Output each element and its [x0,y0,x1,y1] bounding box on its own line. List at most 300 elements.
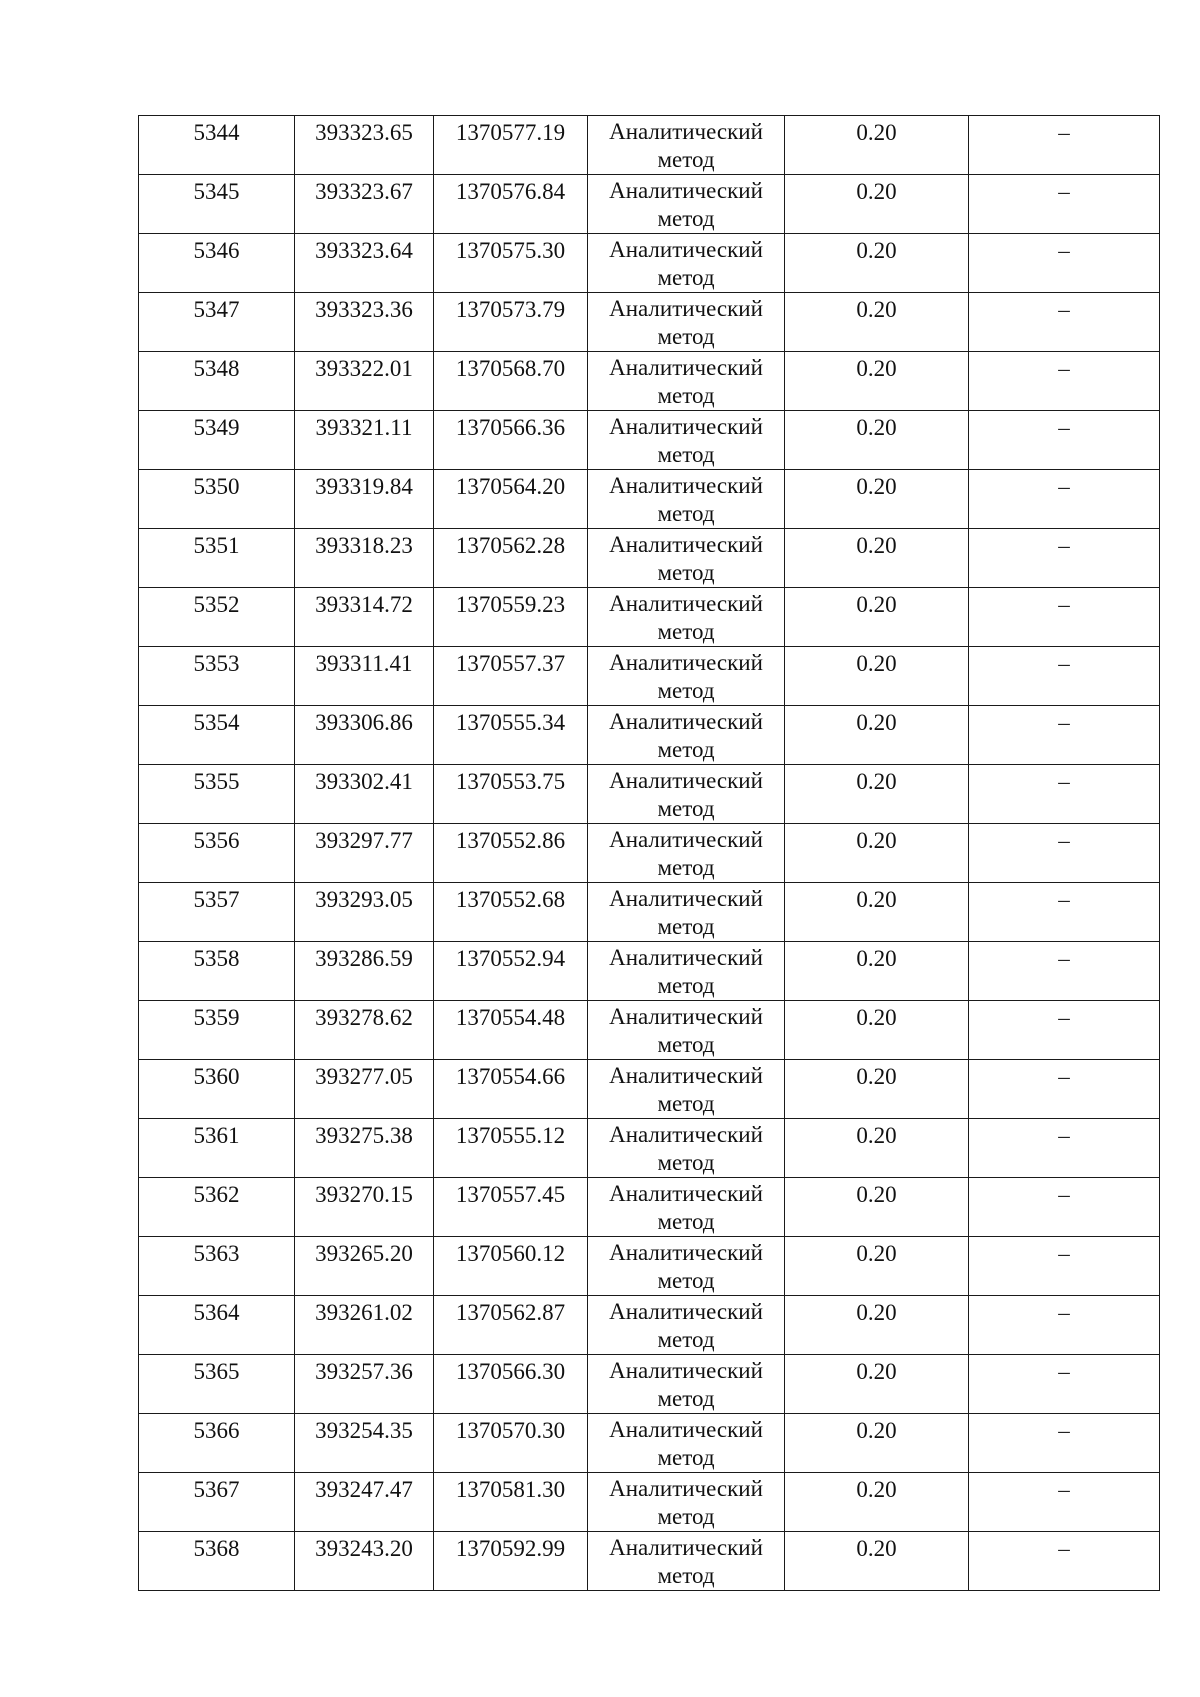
note-cell-text: – [1058,1241,1070,1266]
point-number-cell-text: 5362 [193,1182,240,1207]
note-cell-text: – [1058,533,1070,558]
method-cell-text: Аналитический метод [609,709,763,762]
note-cell-text: – [1058,1359,1070,1384]
note-cell [969,1532,1160,1591]
y-coordinate-cell [434,1414,588,1473]
note-cell-text: – [1058,592,1070,617]
note-cell-text: – [1058,1005,1070,1030]
table-row [139,1178,1160,1237]
note-cell [969,1355,1160,1414]
accuracy-cell [785,1237,969,1296]
point-number-cell-text: 5358 [193,946,240,971]
note-cell-text: – [1058,474,1070,499]
accuracy-cell-text: 0.20 [856,415,897,440]
table-row [139,175,1160,234]
method-cell [588,1355,785,1414]
y-coordinate-cell-text: 1370575.30 [455,238,566,263]
method-cell [588,1237,785,1296]
x-coordinate-cell [295,1414,434,1473]
table-row [139,765,1160,824]
table-row [139,1473,1160,1532]
note-cell [969,116,1160,175]
accuracy-cell [785,234,969,293]
point-number-cell-text: 5368 [193,1536,240,1561]
method-cell-text: Аналитический метод [609,1004,763,1057]
y-coordinate-cell [434,1001,588,1060]
note-cell [969,1119,1160,1178]
accuracy-cell-text: 0.20 [856,120,897,145]
point-number-cell [139,1473,295,1532]
note-cell [969,352,1160,411]
note-cell-text: – [1058,1182,1070,1207]
method-cell [588,824,785,883]
point-number-cell [139,942,295,1001]
point-number-cell-text: 5356 [193,828,240,853]
note-cell-text: – [1058,1300,1070,1325]
method-cell [588,1532,785,1591]
accuracy-cell-text: 0.20 [856,533,897,558]
table-row [139,1237,1160,1296]
accuracy-cell [785,1355,969,1414]
note-cell-text: – [1058,651,1070,676]
y-coordinate-cell-text: 1370552.68 [455,887,566,912]
point-number-cell-text: 5345 [193,179,240,204]
method-cell-text: Аналитический метод [609,532,763,585]
method-cell [588,411,785,470]
note-cell [969,529,1160,588]
accuracy-cell-text: 0.20 [856,651,897,676]
note-cell [969,470,1160,529]
method-cell [588,1178,785,1237]
x-coordinate-cell-text: 393318.23 [315,533,413,558]
y-coordinate-cell [434,470,588,529]
note-cell [969,588,1160,647]
y-coordinate-cell-text: 1370566.30 [455,1359,566,1384]
point-number-cell-text: 5351 [193,533,240,558]
method-cell-text: Аналитический метод [609,1535,763,1588]
accuracy-cell [785,529,969,588]
accuracy-cell-text: 0.20 [856,238,897,263]
note-cell [969,1414,1160,1473]
y-coordinate-cell [434,234,588,293]
point-number-cell-text: 5348 [193,356,240,381]
method-cell-text: Аналитический метод [609,1358,763,1411]
y-coordinate-cell-text: 1370581.30 [455,1477,566,1502]
accuracy-cell-text: 0.20 [856,592,897,617]
x-coordinate-cell-text: 393321.11 [315,415,413,440]
note-cell-text: – [1058,415,1070,440]
accuracy-cell-text: 0.20 [856,1477,897,1502]
table-row [139,411,1160,470]
note-cell-text: – [1058,710,1070,735]
point-number-cell-text: 5367 [193,1477,240,1502]
x-coordinate-cell [295,942,434,1001]
x-coordinate-cell [295,1296,434,1355]
y-coordinate-cell [434,1237,588,1296]
method-cell [588,1060,785,1119]
accuracy-cell-text: 0.20 [856,297,897,322]
point-number-cell [139,1060,295,1119]
note-cell [969,293,1160,352]
y-coordinate-cell [434,175,588,234]
method-cell [588,470,785,529]
point-number-cell [139,411,295,470]
point-number-cell [139,293,295,352]
accuracy-cell-text: 0.20 [856,1359,897,1384]
accuracy-cell-text: 0.20 [856,474,897,499]
accuracy-cell-text: 0.20 [856,179,897,204]
x-coordinate-cell-text: 393323.67 [315,179,413,204]
y-coordinate-cell-text: 1370554.48 [455,1005,566,1030]
x-coordinate-cell [295,588,434,647]
method-cell-text: Аналитический метод [609,178,763,231]
method-cell-text: Аналитический метод [609,886,763,939]
accuracy-cell [785,1119,969,1178]
note-cell-text: – [1058,238,1070,263]
method-cell [588,765,785,824]
x-coordinate-cell [295,765,434,824]
accuracy-cell-text: 0.20 [856,710,897,735]
note-cell-text: – [1058,1123,1070,1148]
x-coordinate-cell-text: 393323.65 [315,120,413,145]
y-coordinate-cell-text: 1370592.99 [455,1536,566,1561]
y-coordinate-cell-text: 1370562.28 [455,533,566,558]
accuracy-cell-text: 0.20 [856,1005,897,1030]
x-coordinate-cell-text: 393311.41 [315,651,413,676]
method-cell [588,352,785,411]
x-coordinate-cell-text: 393302.41 [315,769,413,794]
accuracy-cell-text: 0.20 [856,1241,897,1266]
method-cell-text: Аналитический метод [609,827,763,880]
note-cell [969,1001,1160,1060]
note-cell [969,175,1160,234]
y-coordinate-cell [434,1473,588,1532]
method-cell-text: Аналитический метод [609,1240,763,1293]
x-coordinate-cell [295,883,434,942]
method-cell [588,1473,785,1532]
x-coordinate-cell [295,647,434,706]
table-row [139,1414,1160,1473]
x-coordinate-cell-text: 393293.05 [315,887,413,912]
method-cell [588,1414,785,1473]
x-coordinate-cell [295,1060,434,1119]
table-row [139,1532,1160,1591]
point-number-cell [139,1296,295,1355]
table-row [139,588,1160,647]
x-coordinate-cell-text: 393323.64 [315,238,413,263]
point-number-cell-text: 5349 [193,415,240,440]
y-coordinate-cell [434,1119,588,1178]
method-cell [588,942,785,1001]
point-number-cell-text: 5346 [193,238,240,263]
y-coordinate-cell [434,706,588,765]
point-number-cell [139,1178,295,1237]
y-coordinate-cell-text: 1370570.30 [455,1418,566,1443]
y-coordinate-cell-text: 1370552.86 [455,828,566,853]
y-coordinate-cell-text: 1370555.34 [455,710,566,735]
y-coordinate-cell [434,1355,588,1414]
point-number-cell-text: 5366 [193,1418,240,1443]
table-row [139,470,1160,529]
method-cell-text: Аналитический метод [609,414,763,467]
note-cell-text: – [1058,1064,1070,1089]
method-cell-text: Аналитический метод [609,1417,763,1470]
point-number-cell-text: 5360 [193,1064,240,1089]
method-cell [588,234,785,293]
x-coordinate-cell [295,1237,434,1296]
method-cell-text: Аналитический метод [609,1299,763,1352]
table-row [139,1060,1160,1119]
x-coordinate-cell-text: 393306.86 [315,710,413,735]
x-coordinate-cell [295,1473,434,1532]
point-number-cell-text: 5347 [193,297,240,322]
accuracy-cell-text: 0.20 [856,887,897,912]
x-coordinate-cell-text: 393270.15 [315,1182,413,1207]
y-coordinate-cell-text: 1370576.84 [455,179,566,204]
table-row [139,824,1160,883]
note-cell [969,411,1160,470]
y-coordinate-cell [434,883,588,942]
y-coordinate-cell-text: 1370557.37 [455,651,566,676]
method-cell [588,1296,785,1355]
point-number-cell-text: 5359 [193,1005,240,1030]
accuracy-cell [785,647,969,706]
point-number-cell-text: 5344 [193,120,240,145]
point-number-cell-text: 5357 [193,887,240,912]
x-coordinate-cell [295,116,434,175]
y-coordinate-cell [434,942,588,1001]
method-cell [588,293,785,352]
point-number-cell-text: 5365 [193,1359,240,1384]
method-cell [588,116,785,175]
accuracy-cell [785,1532,969,1591]
x-coordinate-cell-text: 393247.47 [315,1477,413,1502]
table-row [139,352,1160,411]
table-row [139,116,1160,175]
x-coordinate-cell [295,175,434,234]
table-row [139,1355,1160,1414]
method-cell-text: Аналитический метод [609,1063,763,1116]
note-cell-text: – [1058,1418,1070,1443]
accuracy-cell [785,1060,969,1119]
coordinates-table-body [139,116,1160,1591]
x-coordinate-cell [295,352,434,411]
note-cell-text: – [1058,887,1070,912]
y-coordinate-cell-text: 1370554.66 [455,1064,566,1089]
x-coordinate-cell-text: 393275.38 [315,1123,413,1148]
y-coordinate-cell-text: 1370557.45 [455,1182,566,1207]
accuracy-cell [785,352,969,411]
accuracy-cell-text: 0.20 [856,946,897,971]
accuracy-cell [785,883,969,942]
y-coordinate-cell-text: 1370568.70 [455,356,566,381]
point-number-cell-text: 5364 [193,1300,240,1325]
x-coordinate-cell-text: 393254.35 [315,1418,413,1443]
point-number-cell-text: 5353 [193,651,240,676]
point-number-cell-text: 5352 [193,592,240,617]
point-number-cell [139,175,295,234]
note-cell [969,1473,1160,1532]
accuracy-cell-text: 0.20 [856,828,897,853]
method-cell-text: Аналитический метод [609,237,763,290]
note-cell [969,1178,1160,1237]
point-number-cell [139,470,295,529]
accuracy-cell-text: 0.20 [856,1064,897,1089]
y-coordinate-cell [434,824,588,883]
accuracy-cell-text: 0.20 [856,769,897,794]
x-coordinate-cell-text: 393278.62 [315,1005,413,1030]
note-cell-text: – [1058,828,1070,853]
x-coordinate-cell-text: 393265.20 [315,1241,413,1266]
point-number-cell [139,706,295,765]
y-coordinate-cell [434,352,588,411]
method-cell-text: Аналитический метод [609,296,763,349]
x-coordinate-cell-text: 393314.72 [315,592,413,617]
method-cell-text: Аналитический метод [609,473,763,526]
point-number-cell [139,1119,295,1178]
note-cell-text: – [1058,1536,1070,1561]
accuracy-cell [785,470,969,529]
accuracy-cell [785,411,969,470]
point-number-cell [139,1414,295,1473]
x-coordinate-cell [295,529,434,588]
y-coordinate-cell-text: 1370564.20 [455,474,566,499]
x-coordinate-cell-text: 393243.20 [315,1536,413,1561]
accuracy-cell [785,116,969,175]
y-coordinate-cell-text: 1370577.19 [455,120,566,145]
accuracy-cell [785,175,969,234]
x-coordinate-cell-text: 393322.01 [315,356,413,381]
point-number-cell-text: 5361 [193,1123,240,1148]
y-coordinate-cell-text: 1370553.75 [455,769,566,794]
table-row [139,706,1160,765]
table-row [139,647,1160,706]
method-cell [588,175,785,234]
y-coordinate-cell [434,293,588,352]
point-number-cell-text: 5355 [193,769,240,794]
method-cell-text: Аналитический метод [609,650,763,703]
y-coordinate-cell [434,529,588,588]
table-row [139,883,1160,942]
accuracy-cell-text: 0.20 [856,1536,897,1561]
method-cell-text: Аналитический метод [609,1181,763,1234]
note-cell [969,1237,1160,1296]
x-coordinate-cell-text: 393319.84 [315,474,413,499]
note-cell-text: – [1058,179,1070,204]
y-coordinate-cell [434,116,588,175]
method-cell-text: Аналитический метод [609,945,763,998]
point-number-cell-text: 5350 [193,474,240,499]
table-row [139,234,1160,293]
y-coordinate-cell [434,1296,588,1355]
point-number-cell [139,883,295,942]
table-row [139,529,1160,588]
point-number-cell [139,765,295,824]
note-cell [969,234,1160,293]
method-cell-text: Аналитический метод [609,1476,763,1529]
point-number-cell [139,824,295,883]
accuracy-cell [785,1001,969,1060]
coordinates-table [138,115,1160,1591]
note-cell [969,765,1160,824]
method-cell [588,1119,785,1178]
x-coordinate-cell [295,1532,434,1591]
point-number-cell-text: 5363 [193,1241,240,1266]
point-number-cell [139,1237,295,1296]
method-cell [588,1001,785,1060]
point-number-cell [139,1001,295,1060]
note-cell [969,1060,1160,1119]
method-cell [588,647,785,706]
note-cell [969,942,1160,1001]
table-row [139,1296,1160,1355]
x-coordinate-cell-text: 393297.77 [315,828,413,853]
x-coordinate-cell [295,824,434,883]
table-row [139,293,1160,352]
point-number-cell [139,352,295,411]
x-coordinate-cell-text: 393323.36 [315,297,413,322]
table-row [139,1119,1160,1178]
accuracy-cell [785,1178,969,1237]
x-coordinate-cell [295,234,434,293]
method-cell-text: Аналитический метод [609,119,763,172]
y-coordinate-cell-text: 1370552.94 [455,946,566,971]
method-cell-text: Аналитический метод [609,1122,763,1175]
x-coordinate-cell [295,470,434,529]
accuracy-cell-text: 0.20 [856,1123,897,1148]
point-number-cell [139,234,295,293]
x-coordinate-cell-text: 393261.02 [315,1300,413,1325]
accuracy-cell [785,942,969,1001]
x-coordinate-cell [295,1001,434,1060]
accuracy-cell-text: 0.20 [856,1300,897,1325]
accuracy-cell-text: 0.20 [856,1418,897,1443]
y-coordinate-cell-text: 1370562.87 [455,1300,566,1325]
y-coordinate-cell [434,1178,588,1237]
method-cell-text: Аналитический метод [609,591,763,644]
accuracy-cell [785,1473,969,1532]
table-row [139,942,1160,1001]
accuracy-cell-text: 0.20 [856,356,897,381]
point-number-cell [139,647,295,706]
y-coordinate-cell-text: 1370560.12 [455,1241,566,1266]
x-coordinate-cell-text: 393257.36 [315,1359,413,1384]
y-coordinate-cell [434,1532,588,1591]
x-coordinate-cell-text: 393286.59 [315,946,413,971]
table-row [139,1001,1160,1060]
x-coordinate-cell [295,706,434,765]
note-cell-text: – [1058,1477,1070,1502]
y-coordinate-cell [434,411,588,470]
method-cell [588,529,785,588]
accuracy-cell-text: 0.20 [856,1182,897,1207]
note-cell-text: – [1058,356,1070,381]
y-coordinate-cell [434,647,588,706]
method-cell [588,588,785,647]
accuracy-cell [785,765,969,824]
y-coordinate-cell-text: 1370573.79 [455,297,566,322]
x-coordinate-cell [295,1119,434,1178]
note-cell [969,647,1160,706]
point-number-cell [139,116,295,175]
accuracy-cell [785,293,969,352]
x-coordinate-cell [295,1178,434,1237]
accuracy-cell [785,1296,969,1355]
note-cell [969,706,1160,765]
note-cell [969,883,1160,942]
y-coordinate-cell [434,1060,588,1119]
method-cell-text: Аналитический метод [609,768,763,821]
